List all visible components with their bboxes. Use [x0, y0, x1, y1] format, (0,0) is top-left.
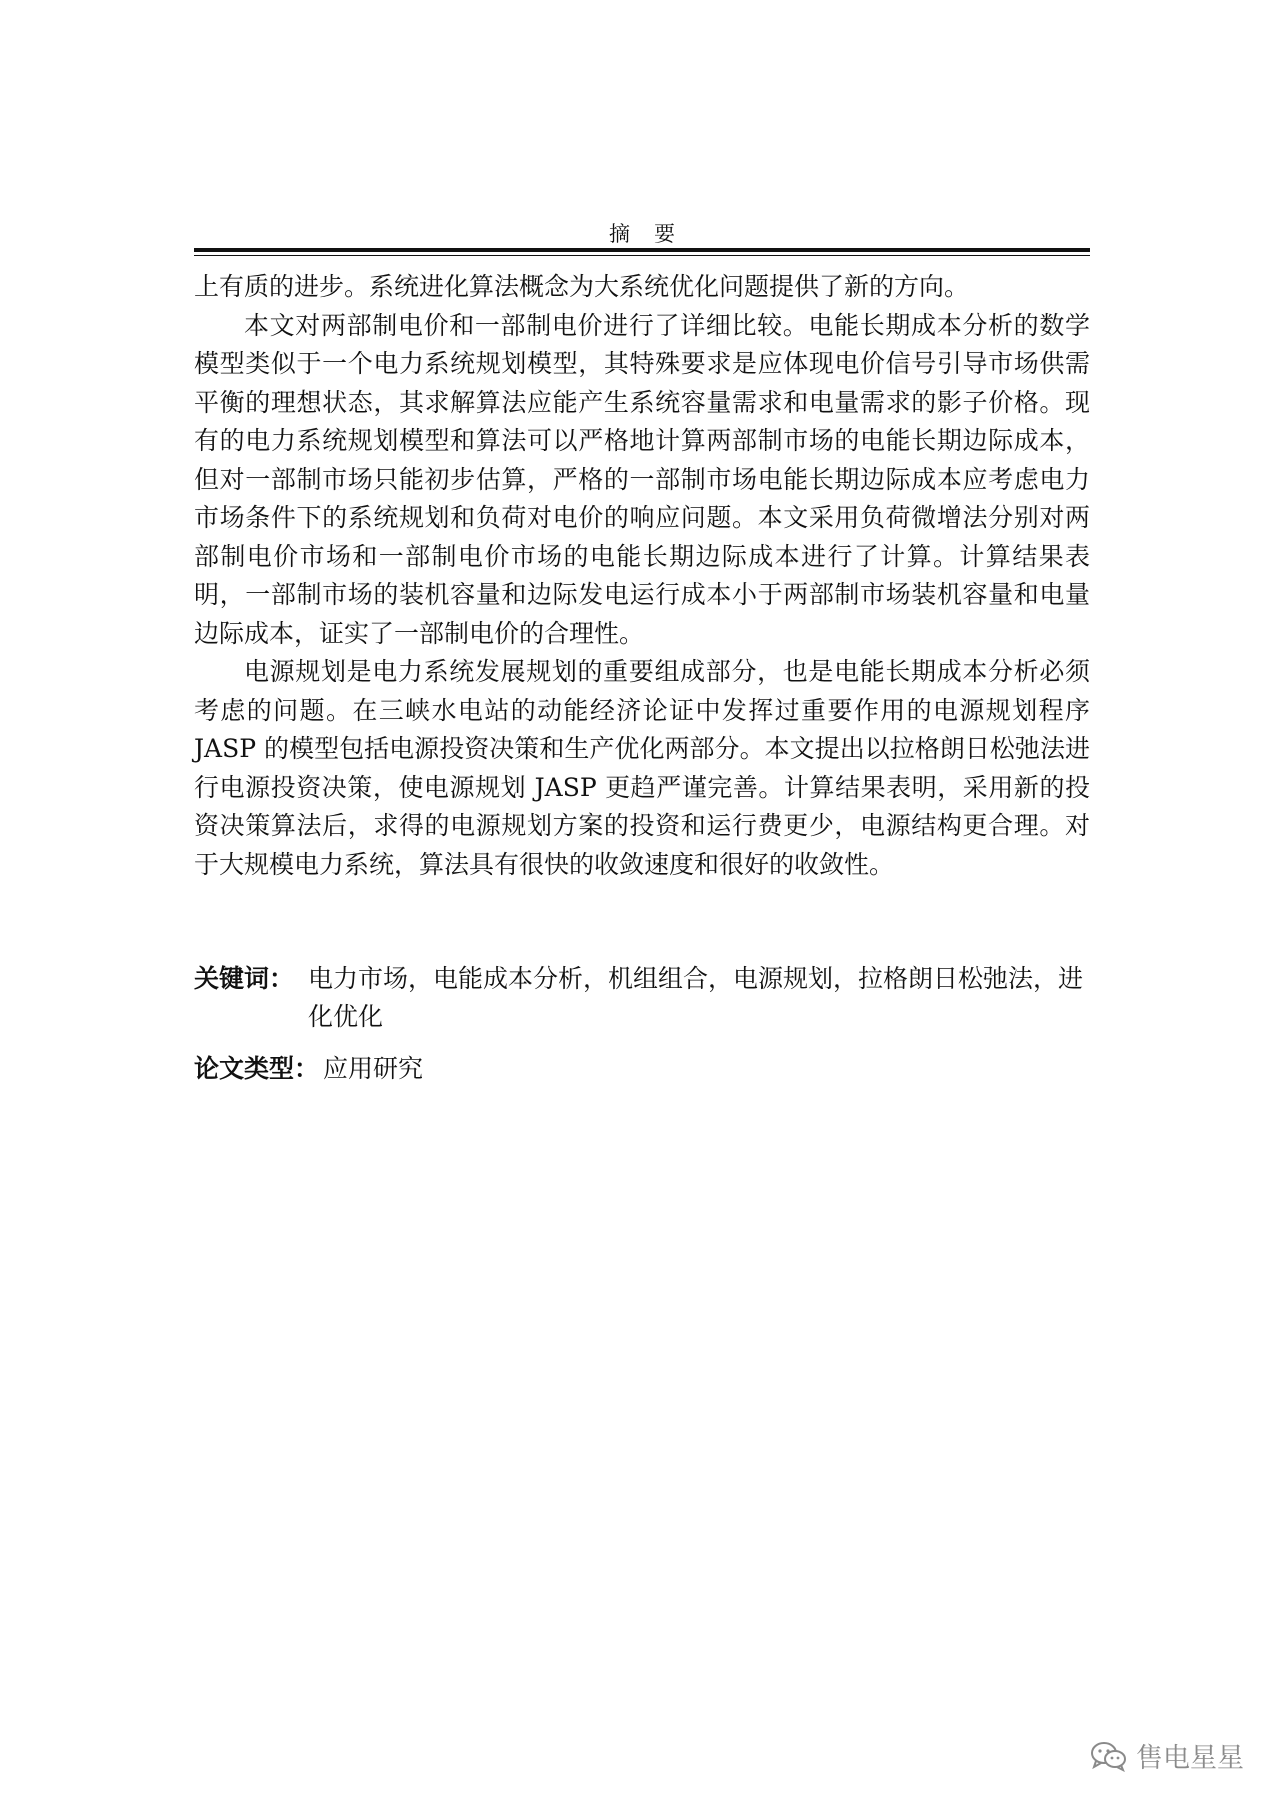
- header-rule-thick: [194, 248, 1090, 252]
- keywords-value: 电力市场，电能成本分析，机组组合，电源规划，拉格朗日松弛法，进化优化: [308, 964, 1084, 1031]
- paper-type-row: [194, 1050, 1090, 1088]
- header-title-char-2: 要: [654, 222, 675, 246]
- paper-type-label: 论文类型：: [194, 1054, 320, 1083]
- abstract-body: [194, 268, 1090, 884]
- page-header: [194, 218, 1090, 248]
- header-rule-thin: [194, 255, 1090, 256]
- paragraph-pricing-comparison: 本文对两部制电价和一部制电价进行了详细比较。电能长期成本分析的数学模型类似于一个电力系统规划模型，其特殊要求是应体现电价信号引导市场供需平衡的理想状态，其求解算法应能产生系统容量需求和电量需求的影子价格。现有的电力系统规划模型和算法可以严格地计算两部制市场的电能长期边际成本，但对一部制市场只能初步估算，严格的一部制市场电能长期边际成本应考虑电力市场条件下的系统规划和负荷对电价的响应问题。本文采用负荷微增法分别对两部制电价市场和一部制电价市场的电能长期边际成本进行了计算。计算结果表明，一部制市场的装机容量和边际发电运行成本小于两部制市场装机容量和电量边际成本，证实了一部制电价的合理性。: [194, 310, 1090, 648]
- paragraph-continued: 上有质的进步。系统进化算法概念为大系统优化问题提供了新的方向。: [194, 272, 970, 301]
- wechat-icon: [1090, 1740, 1128, 1772]
- keywords-section: [194, 960, 1090, 1088]
- watermark: [1090, 1736, 1244, 1775]
- paper-type-value: 应用研究: [323, 1054, 424, 1083]
- header-title-char-1: 摘: [609, 222, 630, 246]
- watermark-text: 售电星星: [1136, 1743, 1244, 1774]
- keywords-label: 关键词：: [194, 964, 295, 993]
- keywords-row: [194, 960, 1090, 1036]
- paragraph-power-planning: 电源规划是电力系统发展规划的重要组成部分，也是电能长期成本分析必须考虑的问题。在三峡水电站的动能经济论证中发挥过重要作用的电源规划程序 JASP 的模型包括电源投资决策和生产优化两部分。本文提出以拉格朗日松弛法进行电源投资决策，使电源规划 JASP 更趋严谨完善。计算结果表明，采用新的投资决策算法后，求得的电源规划方案的投资和运行费更少，电源结构更合理。对于大规模电力系统，算法具有很快的收敛速度和很好的收敛性。: [194, 657, 1090, 879]
